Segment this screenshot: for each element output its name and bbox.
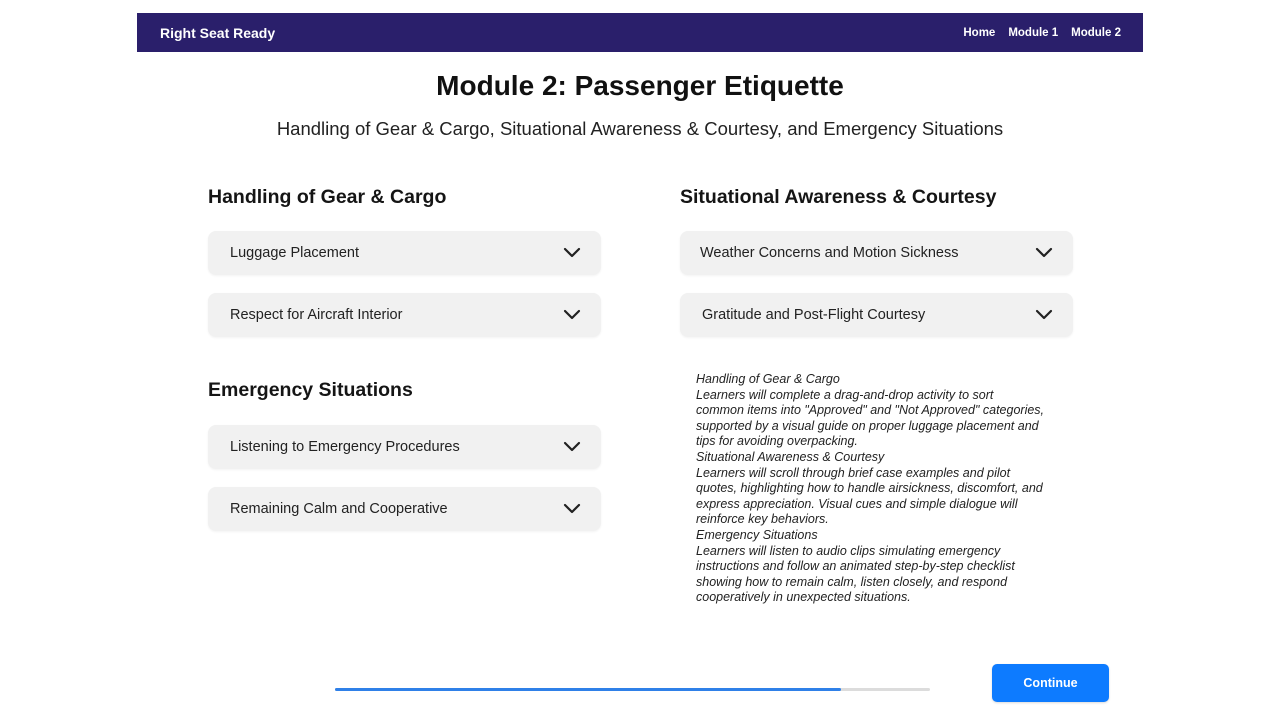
accordion-label: Luggage Placement <box>230 245 359 261</box>
page-subtitle: Handling of Gear & Cargo, Situational Awareness & Courtesy, and Emergency Situations <box>276 118 1004 139</box>
description-heading: Situational Awareness & Courtesy <box>696 449 885 464</box>
nav-link-module-1[interactable]: Module 1 <box>1008 26 1059 39</box>
page-title: Module 2: Passenger Etiquette <box>436 70 844 101</box>
accordion-label: Gratitude and Post-Flight Courtesy <box>702 307 926 323</box>
accordion-label: Listening to Emergency Procedures <box>230 439 460 455</box>
top-navbar <box>137 13 1143 52</box>
description-text: Learners will complete a drag-and-drop activity to sort common items into "Approved" and "Not Approved" categories, supported by a visual guide on proper luggage placement and tips for avoiding overpacking. <box>696 387 1045 449</box>
accordion-gratitude-post-flight[interactable] <box>680 293 1073 337</box>
accordion-remaining-calm[interactable] <box>208 487 601 531</box>
accordion-listening-emergency-procedures[interactable] <box>208 425 601 469</box>
chevron-down-icon <box>562 243 582 263</box>
chevron-down-icon <box>1034 243 1054 263</box>
accordion-label: Weather Concerns and Motion Sickness <box>700 245 959 261</box>
chevron-down-icon <box>562 437 582 457</box>
chevron-down-icon <box>562 499 582 519</box>
accordion-respect-aircraft-interior[interactable] <box>208 293 601 337</box>
section-heading-emergency: Emergency Situations <box>208 379 413 401</box>
brand-logo-text[interactable]: Right Seat Ready <box>160 24 276 41</box>
nav-link-home[interactable]: Home <box>963 26 996 39</box>
progress-bar <box>335 688 930 691</box>
description-text: Learners will scroll through brief case examples and pilot quotes, highlighting how to handle airsickness, discomfort, and express appreciation. Visual cues and simple dialogue will reinforce key behaviors. <box>696 465 1043 527</box>
chevron-down-icon <box>1034 305 1054 325</box>
description-heading: Handling of Gear & Cargo <box>696 372 840 386</box>
section-heading-gear-cargo: Handling of Gear & Cargo <box>208 186 447 208</box>
chevron-down-icon <box>562 305 582 325</box>
description-text: Learners will listen to audio clips simulating emergency instructions and follow an animated step-by-step checklist showing how to remain calm, listen closely, and respond cooperatively in unexpected situations. <box>696 543 1015 605</box>
section-heading-situational-awareness: Situational Awareness & Courtesy <box>680 186 997 208</box>
nav-link-module-2[interactable]: Module 2 <box>1071 26 1121 39</box>
accordion-luggage-placement[interactable] <box>208 231 601 275</box>
accordion-label: Remaining Calm and Cooperative <box>230 501 448 517</box>
activity-description <box>696 372 1086 606</box>
progress-fill <box>335 688 841 691</box>
accordion-label: Respect for Aircraft Interior <box>230 307 403 323</box>
description-heading: Emergency Situations <box>696 527 818 542</box>
continue-button[interactable]: Continue <box>992 664 1109 702</box>
nav-links <box>963 27 1121 39</box>
accordion-weather-motion-sickness[interactable] <box>680 231 1073 275</box>
